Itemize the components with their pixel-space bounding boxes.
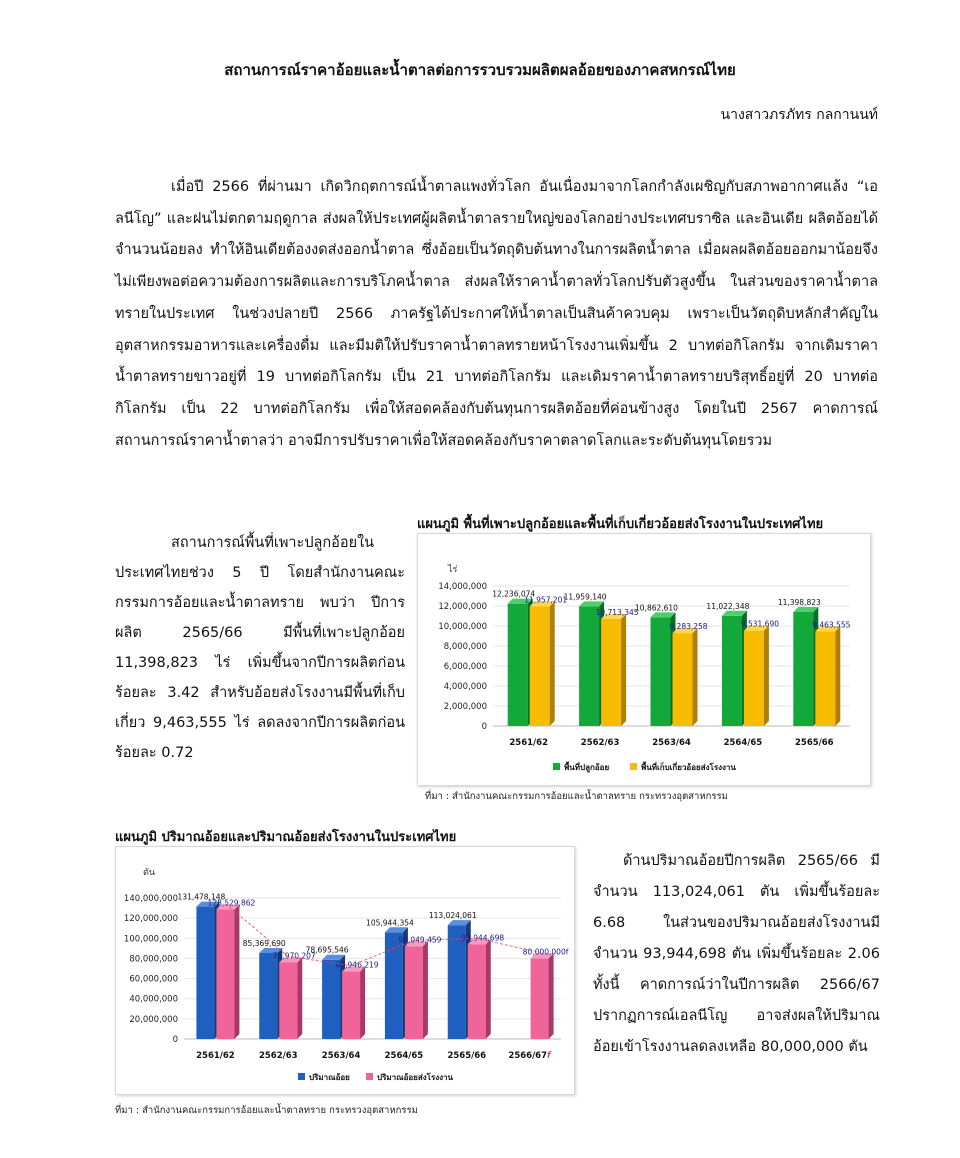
chart1-bar-s1 (601, 614, 626, 726)
area-bar-chart (418, 534, 870, 785)
chart2-data-label: 85,369,690 (242, 939, 286, 949)
chart1-legend-label: พื้นที่เก็บเกี่ยวอ้อยส่งโรงงาน (641, 763, 736, 772)
chart2-frame (115, 846, 575, 1095)
chart2-y-tick: 0 (172, 1035, 178, 1045)
chart1-bar-s1 (673, 628, 698, 726)
chart2-legend-label: ปริมาณอ้อย (309, 1073, 350, 1082)
chart1-bar-s1 (815, 626, 840, 726)
chart1-legend-swatch (630, 763, 637, 770)
volume-bar-chart (116, 847, 574, 1094)
chart2-data-label: 113,024,061 (428, 911, 477, 921)
chart1-bar-s0 (508, 599, 533, 726)
chart1-x-tick: 2563/64 (652, 738, 691, 748)
chart1-x-tick: 2565/66 (795, 738, 834, 748)
chart1-y-tick: 12,000,000 (438, 602, 487, 612)
author-name: นางสาวภรภัทร กลกานนท์ (720, 107, 878, 123)
chart2-data-label: 93,944,698 (461, 933, 505, 943)
chart2-x-tick: 2561/62 (196, 1051, 235, 1061)
chart1-title: แผนภูมิ พื้นที่เพาะปลูกอ้อยและพื้นที่เก็บเกี่ยวอ้อยส่งโรงงานในประเทศไทย (417, 517, 824, 532)
chart1-data-label: 9,463,555 (812, 620, 851, 630)
chart1-y-tick: 10,000,000 (438, 622, 487, 632)
chart2-title: แผนภูมิ ปริมาณอ้อยและปริมาณอ้อยส่งโรงงานในประเทศไทย (115, 830, 457, 845)
chart2-bar-s0 (196, 902, 219, 1039)
chart2-source: ที่มา : สำนักงานคณะกรรมการอ้อยและน้ำตาลทราย กระทรวงอุตสาหกรรม (115, 1105, 418, 1116)
chart1-bar-s1 (744, 626, 769, 726)
chart2-data-label: 128,529,862 (207, 898, 256, 908)
chart2-y-tick: 20,000,000 (129, 1014, 178, 1025)
chart1-data-label: 10,862,610 (635, 603, 678, 613)
chart1-data-label: 12,236,074 (492, 589, 536, 599)
chart2-data-label: 66,946,219 (335, 960, 379, 970)
chart1-y-tick: 6,000,000 (443, 662, 487, 672)
volume-paragraph-block (593, 846, 880, 1063)
chart2-y-tick: 100,000,000 (123, 934, 178, 945)
chart1-data-label: 9,531,690 (740, 619, 779, 629)
chart2-x-tick: 2562/63 (258, 1051, 298, 1061)
chart1-y-tick: 14,000,000 (438, 582, 487, 592)
chart2-bar-s0 (259, 948, 282, 1039)
chart2-data-label: 78,695,546 (305, 945, 349, 955)
chart2-bar-s1 (405, 941, 428, 1039)
chart2-y-tick: 60,000,000 (129, 974, 178, 985)
chart2-bar-s1 (342, 967, 365, 1039)
chart2-y-tick: 120,000,000 (123, 914, 178, 925)
chart2-y-tick: 140,000,000 (123, 894, 178, 904)
chart2-data-label: 75,970,207 (272, 951, 316, 961)
chart2-bar-s1 (468, 939, 491, 1039)
chart1-bar-s1 (530, 601, 555, 726)
paragraph-1: เมื่อปี 2566 ที่ผ่านมา เกิดวิกฤตการณ์น้ำตาลแพงทั่วโลก อันเนื่องมาจากโลกกำลังเผชิญกับสภาพอากาศแล้ง “เอลนีโญ” และฝนไม่ตกตามฤดูกาล ส่งผลให้ประเทศผู้ผลิตน้ำตาลรายใหญ่ของโลกอย่างประเทศบราซิล และอินเดีย ผลิตอ้อยได้จำนวนน้อยลง ทำให้อินเดียต้องงดส่งออกน้ำตาล ซึ่งอ้อยเป็นวัตถุดิบต้นทางในการผลิตน้ำตาล เมื่อผลผลิตอ้อยออกมาน้อยจึงไม่เพียงพอต่อความต้องการผลิตและการบริโภคน้ำตาล ส่งผลให้ราคาน้ำตาลทั่วโลกปรับตัวสูงขึ้น ในส่วนของราคาน้ำตาลทรายในประเทศ ในช่วงปลายปี 2566 ภาครัฐได้ประกาศให้น้ำตาลเป็นสินค้าควบคุม เพราะเป็นวัตถุดิบหลักสำคัญในอุตสาหกรรมอาหารและเครื่องดื่ม และมีมติให้ปรับราคาน้ำตาลทรายหน้าโรงงานเพิ่มขึ้น 2 บาทต่อกิโลกรัม จากเดิมราคาน้ำตาลทรายขาวอยู่ที่ 19 บาทต่อกิโลกรัม เป็น 21 บาทต่อกิโลกรัม และเดิมราคาน้ำตาลทรายบริสุทธิ์อยู่ที่ 20 บาทต่อกิโลกรัม เป็น 22 บาทต่อกิโลกรัม เพื่อให้สอดคล้องกับต้นทุนการผลิตอ้อยที่ค่อนข้างสูง โดยในปี 2567 คาดการณ์สถานการณ์ราคาน้ำตาลว่า อาจมีการปรับราคาเพื่อให้สอดคล้องกับราคาตลาดโลกและระดับต้นทุนโดยรวม (115, 179, 878, 449)
chart2-x-tick: 2566/67f (508, 1051, 551, 1061)
chart1-data-label: 11,959,140 (563, 592, 607, 602)
chart2-x-tick: 2565/66 (447, 1051, 487, 1061)
chart2-legend-swatch (298, 1073, 305, 1080)
chart1-legend-swatch (553, 763, 560, 770)
chart2-bar-s1 (279, 957, 302, 1039)
chart1-y-unit: ไร่ (448, 565, 458, 575)
area-paragraph-block (115, 528, 405, 768)
chart1-data-label: 11,398,823 (777, 598, 821, 608)
chart1-x-tick: 2564/65 (723, 738, 763, 748)
chart1-x-tick: 2562/63 (580, 738, 620, 748)
chart1-y-tick: 4,000,000 (443, 682, 487, 692)
intro-paragraph (115, 172, 878, 457)
chart2-data-label: 105,944,354 (366, 918, 414, 928)
paragraph-2: สถานการณ์พื้นที่เพาะปลูกอ้อยในประเทศไทยช่วง 5 ปี โดยสำนักงานคณะกรรมการอ้อยและน้ำตาลทราย พบว่า ปีการผลิต 2565/66 มีพื้นที่เพาะปลูกอ้อย 11,398,823 ไร่ เพิ่มขึ้นจากปีการผลิตก่อน ร้อยละ 3.42 สำหรับอ้อยส่งโรงงานมีพื้นที่เก็บเกี่ยว 9,463,555 ไร่ ลดลงจากปีการผลิตก่อน ร้อยละ 0.72 (115, 535, 405, 761)
chart1-y-tick: 0 (481, 722, 487, 732)
chart1-legend-label: พื้นที่ปลูกอ้อย (564, 763, 610, 772)
chart1-source: ที่มา : สำนักงานคณะกรรมการอ้อยและน้ำตาลทราย กระทรวงอุตสาหกรรม (425, 791, 728, 802)
chart1-frame (417, 533, 871, 786)
paragraph-3: ด้านปริมาณอ้อยปีการผลิต 2565/66 มีจำนวน 113,024,061 ตัน เพิ่มขึ้นร้อยละ 6.68 ในส่วนของปริมาณอ้อยส่งโรงงานมีจำนวน 93,944,698 ตัน เพิ่มขึ้นร้อยละ 2.06 ทั้งนี้ คาดการณ์ว่าในปีการผลิต 2566/67 ปรากฏการณ์เอลนีโญ อาจส่งผลให้ปริมาณอ้อยเข้าโรงงานลดลงเหลือ 80,000,000 ตัน (593, 853, 880, 1055)
chart2-y-tick: 40,000,000 (129, 994, 178, 1005)
chart1-data-label: 11,022,348 (706, 601, 750, 611)
chart2-bar-s1 (531, 953, 554, 1039)
chart2-x-tick: 2564/65 (384, 1051, 424, 1061)
chart2-x-tick-suffix: f (547, 1051, 551, 1061)
chart2-legend-swatch (366, 1073, 373, 1080)
chart2-legend-label: ปริมาณอ้อยส่งโรงงาน (377, 1073, 454, 1082)
chart1-data-label: 9,283,258 (669, 622, 708, 632)
chart2-data-label: 92,049,459 (398, 935, 442, 945)
chart1-x-tick: 2561/62 (509, 738, 548, 748)
chart1-data-label: 11,957,201 (524, 595, 568, 605)
chart2-y-unit: ตัน (143, 868, 155, 878)
chart2-bar-s1 (216, 905, 239, 1039)
chart2-data-label: 131,478,148 (177, 892, 226, 902)
chart1-data-label: 10,713,345 (595, 607, 639, 617)
chart1-y-tick: 2,000,000 (443, 702, 487, 712)
chart1-bar-s0 (579, 601, 604, 726)
chart2-x-tick: 2563/64 (321, 1051, 361, 1061)
chart2-data-label: 80,000,000f (522, 947, 569, 957)
chart1-y-tick: 8,000,000 (443, 642, 487, 652)
chart2-y-tick: 80,000,000 (129, 954, 178, 965)
document-title: สถานการณ์ราคาอ้อยและน้ำตาลต่อการรวบรวมผลิตผลอ้อยของภาคสหกรณ์ไทย (224, 61, 736, 79)
